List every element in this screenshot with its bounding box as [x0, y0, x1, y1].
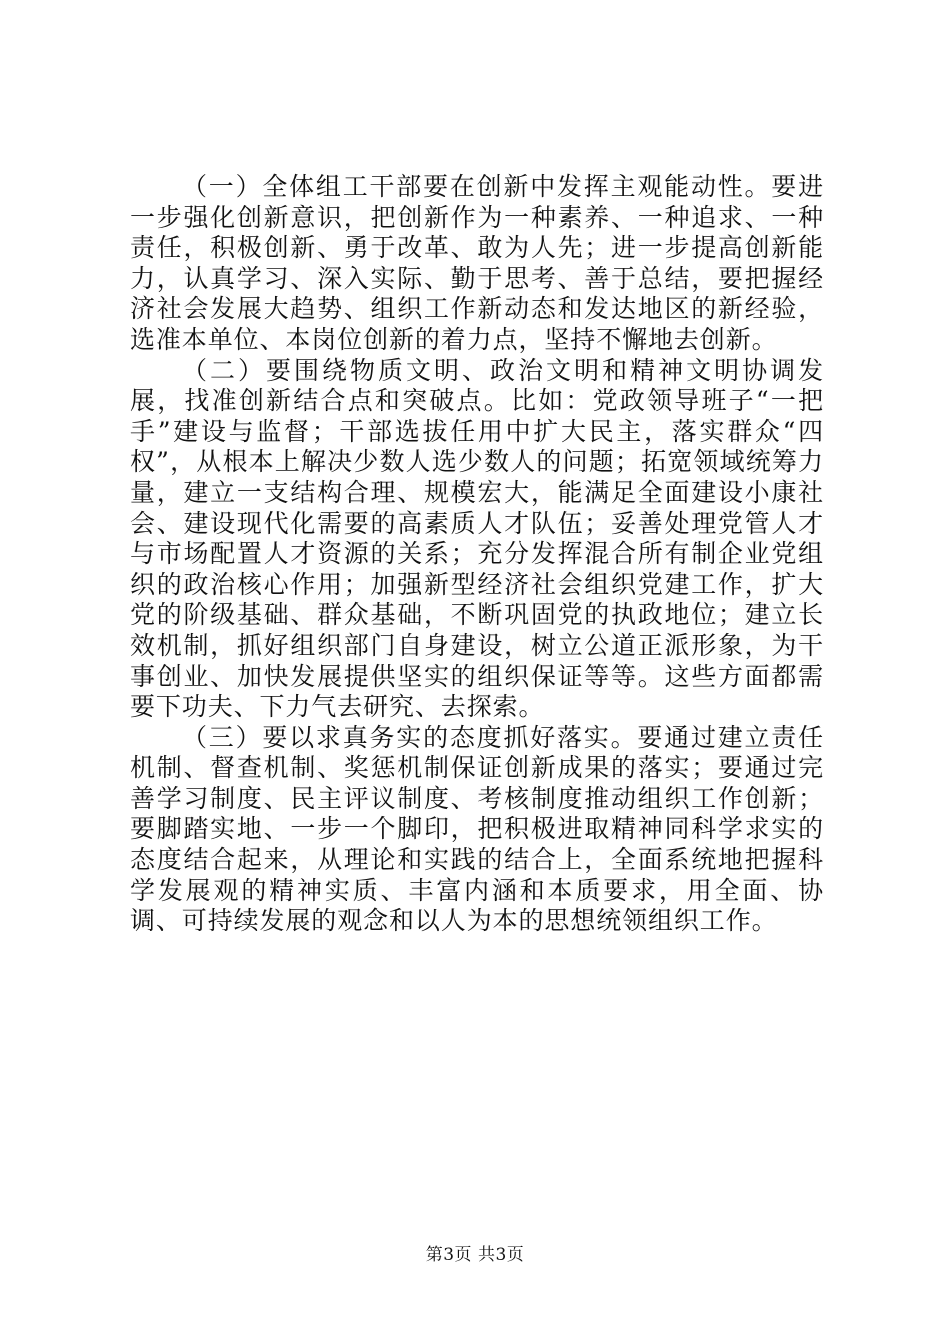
paragraph-3: （三）要以求真务实的态度抓好落实。要通过建立责任机制、督查机制、奖惩机制保证创新成果的落实；要通过完善学习制度、民主评议制度、考核制度推动组织工作创新；要脚踏实地、一步一个脚印，把积极进取精神同科学求实的态度结合起来，从理论和实践的结合上，全面系统地把握科学发展观的精神实质、丰富内涵和本质要求，用全面、协调、可持续发展的观念和以人为本的思想统领组织工作。 — [130, 722, 824, 936]
paragraph-2: （二）要围绕物质文明、政治文明和精神文明协调发展，找准创新结合点和突破点。比如：党政领导班子“一把手”建设与监督；干部选拔任用中扩大民主，落实群众“四权”，从根本上解决少数人选少数人的问题；拓宽领域统筹力量，建立一支结构合理、规模宏大，能满足全面建设小康社会、建设现代化需要的高素质人才队伍；妥善处理党管人才与市场配置人才资源的关系；充分发挥混合所有制企业党组织的政治核心作用；加强新型经济社会组织党建工作，扩大党的阶级基础、群众基础，不断巩固党的执政地位；建立长效机制，抓好组织部门自身建设，树立公道正派形象，为干事创业、加快发展提供坚实的组织保证等等。这些方面都需要下功夫、下力气去研究、去探索。 — [130, 355, 824, 722]
paragraph-1: （一）全体组工干部要在创新中发挥主观能动性。要进一步强化创新意识，把创新作为一种素养、一种追求、一种责任，积极创新、勇于改革、敢为人先；进一步提高创新能力，认真学习、深入实际、勤于思考、善于总结，要把握经济社会发展大趋势、组织工作新动态和发达地区的新经验，选准本单位、本岗位创新的着力点，坚持不懈地去创新。 — [130, 172, 824, 354]
page-footer: 第3页 共3页 — [425, 1245, 525, 1265]
document-body — [130, 172, 824, 937]
